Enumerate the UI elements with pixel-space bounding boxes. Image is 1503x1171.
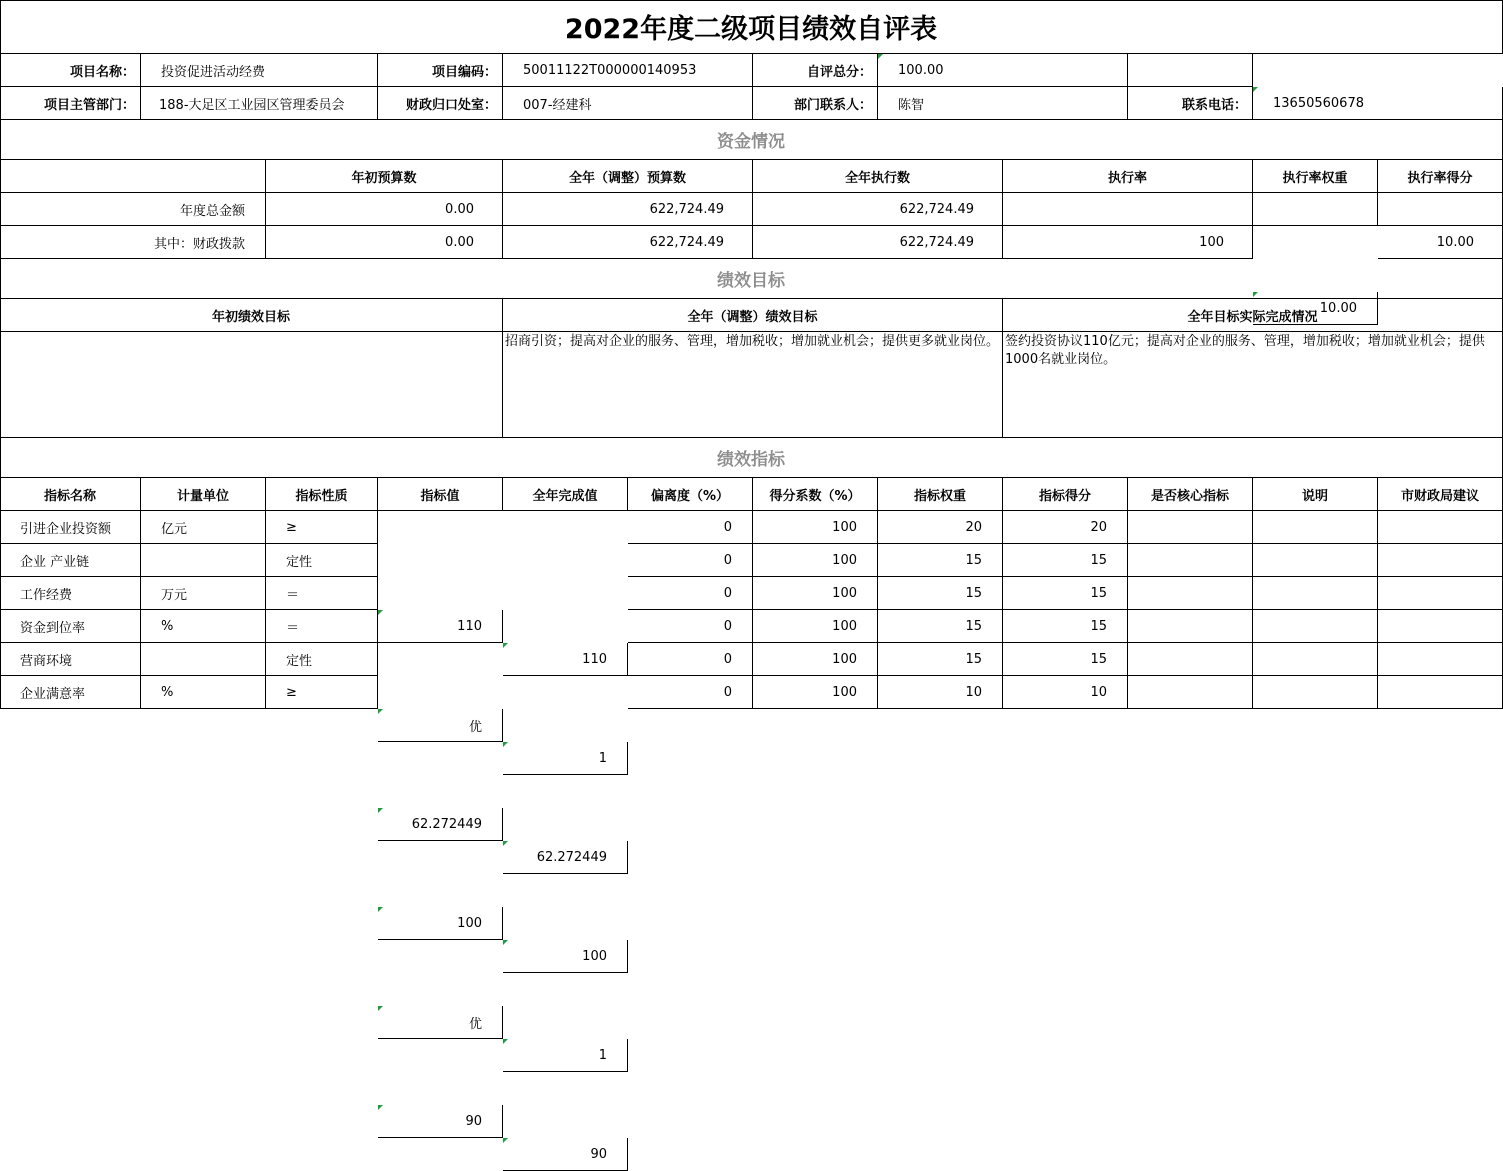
funds-row-label: 年度总金额 xyxy=(0,193,266,226)
ind-cell-empty xyxy=(1378,544,1503,577)
ind-cell-nature: ＝ xyxy=(266,577,378,610)
contact-label: 部门联系人： xyxy=(753,87,878,120)
ind-cell-deviation: 0 xyxy=(628,577,753,610)
finance-value: 007-经建科 xyxy=(503,87,753,120)
self-score-value: 100.00 xyxy=(878,54,1128,87)
self-score-label: 自评总分： xyxy=(753,54,878,87)
ind-cell-target: 62.272449 xyxy=(378,808,503,841)
ind-cell-empty xyxy=(1128,511,1253,544)
ind-cell-actual: 100 xyxy=(503,940,628,973)
funds-row-initial: 0.00 xyxy=(266,226,503,259)
ind-cell-name: 企业满意率 xyxy=(0,676,141,709)
ind-cell-name: 营商环境 xyxy=(0,643,141,676)
finance-label: 财政归口处室： xyxy=(378,87,503,120)
ind-cell-target: 优 xyxy=(378,1006,503,1039)
funds-header-initial: 年初预算数 xyxy=(266,160,503,193)
ind-cell-name: 资金到位率 xyxy=(0,610,141,643)
phone-label: 联系电话： xyxy=(1128,87,1253,120)
funds-header-weight: 执行率权重 xyxy=(1253,160,1378,193)
ind-cell-unit xyxy=(141,544,266,577)
ind-cell-nature: 定性 xyxy=(266,544,378,577)
ind-cell-actual: 1 xyxy=(503,1039,628,1072)
funds-header-executed: 全年执行数 xyxy=(753,160,1003,193)
ind-cell-score: 10 xyxy=(1003,676,1128,709)
goals-header-adjusted: 全年（调整）绩效目标 xyxy=(503,299,1003,332)
funds-row-score: 10.00 xyxy=(1378,226,1503,259)
ind-cell-unit: 万元 xyxy=(141,577,266,610)
ind-cell-empty xyxy=(1253,676,1378,709)
ind-header-note: 说明 xyxy=(1253,478,1378,511)
ind-cell-weight: 10 xyxy=(878,676,1003,709)
project-code-label: 项目编码： xyxy=(378,54,503,87)
dept-label: 项目主管部门： xyxy=(0,87,141,120)
ind-cell-coef: 100 xyxy=(753,511,878,544)
ind-header-nature: 指标性质 xyxy=(266,478,378,511)
funds-row-adjusted: 622,724.49 xyxy=(503,193,753,226)
ind-cell-target: 90 xyxy=(378,1105,503,1138)
ind-header-core: 是否核心指标 xyxy=(1128,478,1253,511)
ind-header-advice: 市财政局建议 xyxy=(1378,478,1503,511)
ind-cell-name: 企业 产业链 xyxy=(0,544,141,577)
ind-cell-actual: 110 xyxy=(503,643,628,676)
ind-header-target: 指标值 xyxy=(378,478,503,511)
ind-cell-target: 优 xyxy=(378,709,503,742)
ind-cell-empty xyxy=(1128,544,1253,577)
ind-cell-deviation: 0 xyxy=(628,676,753,709)
ind-cell-unit: 亿元 xyxy=(141,511,266,544)
project-name-value: 投资促进活动经费 xyxy=(141,54,378,87)
project-name-label: 项目名称： xyxy=(0,54,141,87)
ind-cell-actual: 90 xyxy=(503,1138,628,1171)
ind-cell-empty xyxy=(1128,577,1253,610)
funds-row-weight xyxy=(1253,193,1378,226)
ind-cell-weight: 20 xyxy=(878,511,1003,544)
ind-cell-score: 20 xyxy=(1003,511,1128,544)
goals-adjusted-text: 招商引资；提高对企业的服务、管理，增加税收；增加就业机会；提供更多就业岗位。 xyxy=(503,332,1003,438)
ind-header-coef: 得分系数（%） xyxy=(753,478,878,511)
ind-cell-empty xyxy=(1253,511,1378,544)
ind-cell-score: 15 xyxy=(1003,643,1128,676)
dept-value: 188-大足区工业园区管理委员会 xyxy=(141,87,378,120)
goals-header-actual: 全年目标实际完成情况 xyxy=(1003,299,1503,332)
ind-cell-coef: 100 xyxy=(753,676,878,709)
ind-cell-empty xyxy=(1378,511,1503,544)
ind-cell-unit xyxy=(141,643,266,676)
funds-header-adjusted: 全年（调整）预算数 xyxy=(503,160,753,193)
funds-row-adjusted: 622,724.49 xyxy=(503,226,753,259)
ind-cell-empty xyxy=(1253,643,1378,676)
ind-cell-coef: 100 xyxy=(753,643,878,676)
ind-cell-name: 工作经费 xyxy=(0,577,141,610)
funds-row-rate: 100 xyxy=(1003,226,1253,259)
ind-cell-score: 15 xyxy=(1003,610,1128,643)
goals-initial-text xyxy=(0,332,503,438)
funds-row-executed: 622,724.49 xyxy=(753,226,1003,259)
empty-cell xyxy=(1128,54,1253,87)
ind-header-unit: 计量单位 xyxy=(141,478,266,511)
ind-cell-deviation: 0 xyxy=(628,643,753,676)
ind-cell-coef: 100 xyxy=(753,544,878,577)
ind-header-weight: 指标权重 xyxy=(878,478,1003,511)
ind-cell-target: 110 xyxy=(378,610,503,643)
ind-cell-score: 15 xyxy=(1003,544,1128,577)
ind-header-deviation: 偏离度（%） xyxy=(628,478,753,511)
funds-row-initial: 0.00 xyxy=(266,193,503,226)
ind-cell-deviation: 0 xyxy=(628,610,753,643)
ind-cell-empty xyxy=(1253,610,1378,643)
ind-header-name: 指标名称 xyxy=(0,478,141,511)
ind-cell-weight: 15 xyxy=(878,544,1003,577)
project-code-value: 50011122T000000140953 xyxy=(503,54,753,87)
ind-cell-nature: ≥ xyxy=(266,511,378,544)
ind-cell-deviation: 0 xyxy=(628,544,753,577)
funds-row-rate xyxy=(1003,193,1253,226)
ind-cell-weight: 15 xyxy=(878,577,1003,610)
ind-header-actual: 全年完成值 xyxy=(503,478,628,511)
ind-cell-target: 100 xyxy=(378,907,503,940)
ind-cell-empty xyxy=(1128,676,1253,709)
indicators-section-title: 绩效指标 xyxy=(0,438,1503,478)
ind-cell-empty xyxy=(1378,610,1503,643)
ind-cell-weight: 15 xyxy=(878,610,1003,643)
ind-cell-deviation: 0 xyxy=(628,511,753,544)
ind-cell-nature: 定性 xyxy=(266,643,378,676)
contact-value: 陈智 xyxy=(878,87,1128,120)
ind-cell-name: 引进企业投资额 xyxy=(0,511,141,544)
funds-row-score xyxy=(1378,193,1503,226)
page-title: 2022年度二级项目绩效自评表 xyxy=(0,0,1503,54)
ind-header-score: 指标得分 xyxy=(1003,478,1128,511)
ind-cell-empty xyxy=(1128,610,1253,643)
ind-cell-unit: % xyxy=(141,610,266,643)
ind-cell-actual: 62.272449 xyxy=(503,841,628,874)
ind-cell-empty xyxy=(1128,643,1253,676)
ind-cell-empty xyxy=(1253,544,1378,577)
goals-section-title: 绩效目标 xyxy=(0,259,1503,299)
ind-cell-nature: ≥ xyxy=(266,676,378,709)
ind-cell-score: 15 xyxy=(1003,577,1128,610)
funds-header-rate: 执行率 xyxy=(1003,160,1253,193)
ind-cell-weight: 15 xyxy=(878,643,1003,676)
ind-cell-nature: ＝ xyxy=(266,610,378,643)
ind-cell-coef: 100 xyxy=(753,577,878,610)
funds-section-title: 资金情况 xyxy=(0,120,1503,160)
ind-cell-empty xyxy=(1378,643,1503,676)
ind-cell-empty xyxy=(1378,676,1503,709)
funds-header-blank xyxy=(0,160,266,193)
goals-header-initial: 年初绩效目标 xyxy=(0,299,503,332)
funds-row-executed: 622,724.49 xyxy=(753,193,1003,226)
goals-actual-text: 签约投资协议110亿元；提高对企业的服务、管理，增加税收；增加就业机会；提供1000名就业岗位。 xyxy=(1003,332,1503,438)
phone-value: 13650560678 xyxy=(1253,87,1503,120)
ind-cell-coef: 100 xyxy=(753,610,878,643)
ind-cell-empty xyxy=(1378,577,1503,610)
ind-cell-empty xyxy=(1253,577,1378,610)
funds-row-label: 其中：财政拨款 xyxy=(0,226,266,259)
ind-cell-actual: 1 xyxy=(503,742,628,775)
ind-cell-unit: % xyxy=(141,676,266,709)
funds-row-weight: 10.00 xyxy=(1253,292,1378,325)
funds-header-score: 执行率得分 xyxy=(1378,160,1503,193)
